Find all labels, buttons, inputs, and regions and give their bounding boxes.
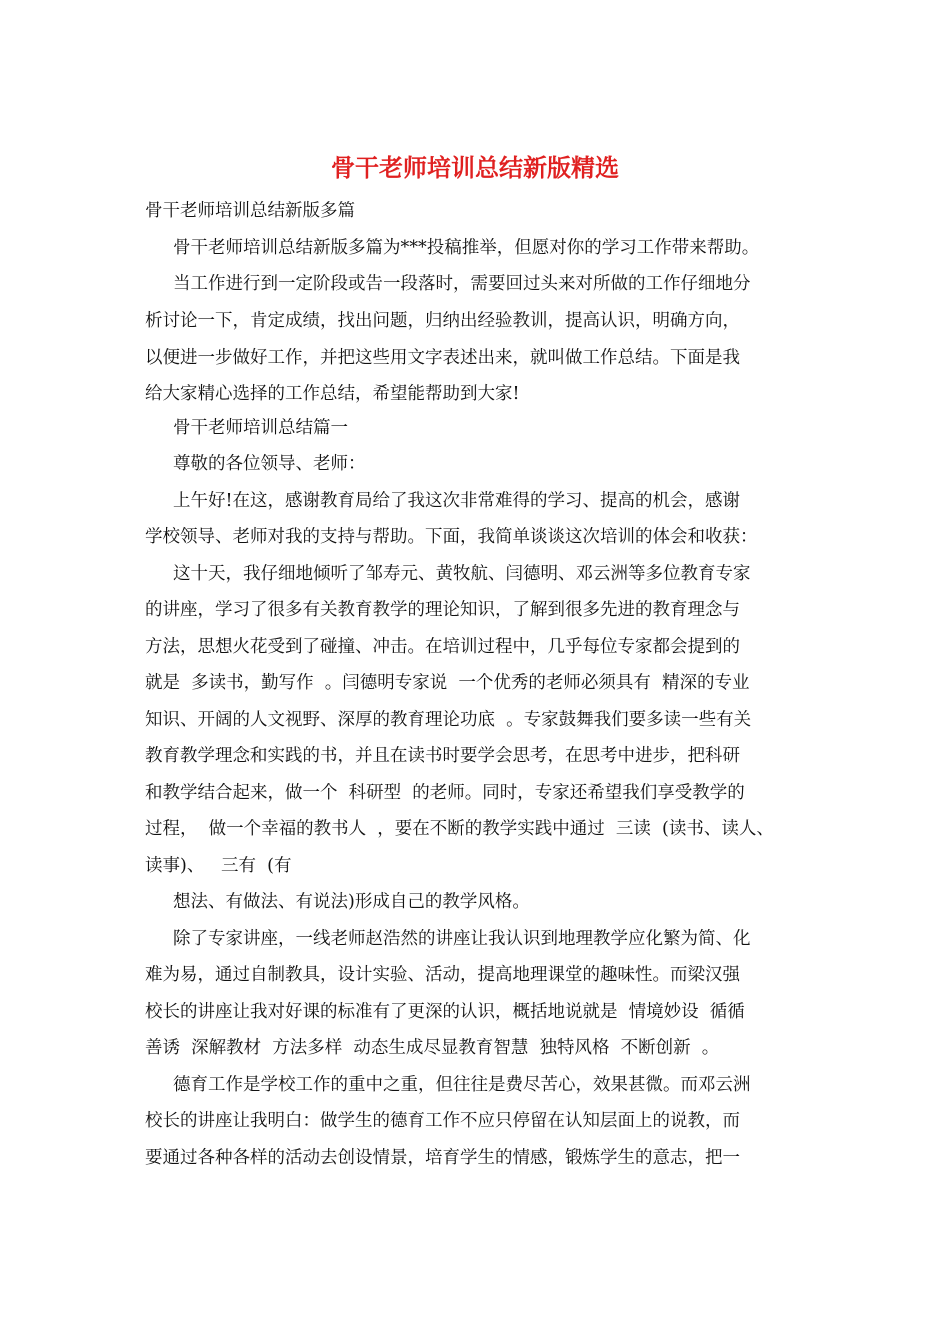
paragraph-line: 校长的讲座让我对好课的标准有了更深的认识，概括地说就是 情境妙设 循循 — [145, 1002, 745, 1022]
paragraph-line: 读事)、 三有 (有 — [145, 856, 292, 876]
paragraph-line: 尊敬的各位领导、老师： — [173, 454, 366, 474]
paragraph-line: 教育教学理念和实践的书，并且在读书时要学会思考，在思考中进步，把科研 — [145, 746, 740, 766]
paragraph-line: 的讲座，学习了很多有关教育教学的理论知识，了解到很多先进的教育理念与 — [145, 600, 740, 620]
document-title: 骨干老师培训总结新版精选 — [331, 153, 619, 182]
paragraph-line: 方法，思想火花受到了碰撞、冲击。在培训过程中，几乎每位专家都会提到的 — [145, 637, 740, 657]
paragraph-line: 校长的讲座让我明白：做学生的德育工作不应只停留在认知层面上的说教，而 — [145, 1111, 740, 1131]
paragraph-line: 善诱 深解教材 方法多样 动态生成尽显教育智慧 独特风格 不断创新 。 — [145, 1038, 720, 1058]
paragraph-line: 当工作进行到一定阶段或告一段落时，需要回过头来对所做的工作仔细地分 — [173, 274, 751, 294]
paragraph-line: 过程， 做一个幸福的教书人 ，要在不断的教学实践中通过 三读 (读书、读人、 — [145, 819, 774, 839]
paragraph-line: 学校领导、老师对我的支持与帮助。下面，我简单谈谈这次培训的体会和收获： — [145, 527, 758, 547]
paragraph-line: 这十天，我仔细地倾听了邹寿元、黄牧航、闫德明、邓云洲等多位教育专家 — [173, 564, 751, 584]
paragraph-line: 德育工作是学校工作的重中之重，但往往是费尽苦心，效果甚微。而邓云洲 — [173, 1075, 751, 1095]
paragraph-line: 和教学结合起来，做一个 科研型 的老师。同时，专家还希望我们享受教学的 — [145, 783, 745, 803]
paragraph-line: 要通过各种各样的活动去创设情景，培育学生的情感，锻炼学生的意志，把一 — [145, 1148, 740, 1168]
paragraph-line: 骨干老师培训总结新版多篇 — [145, 201, 355, 221]
paragraph-line: 骨干老师培训总结新版多篇为***投稿推举，但愿对你的学习工作带来帮助。 — [173, 238, 760, 258]
paragraph-line: 就是 多读书，勤写作 。闫德明专家说 一个优秀的老师必须具有 精深的专业 — [145, 673, 750, 693]
paragraph-line: 析讨论一下，肯定成绩，找出问题，归纳出经验教训，提高认识，明确方向， — [145, 311, 740, 331]
paragraph-line: 以便进一步做好工作，并把这些用文字表述出来，就叫做工作总结。下面是我 — [145, 348, 740, 368]
paragraph-line: 除了专家讲座，一线老师赵浩然的讲座让我认识到地理教学应化繁为简、化 — [173, 929, 751, 949]
paragraph-line: 想法、有做法、有说法)形成自己的教学风格。 — [173, 892, 530, 912]
paragraph-line: 知识、开阔的人文视野、深厚的教育理论功底 。专家鼓舞我们要多读一些有关 — [145, 710, 752, 730]
section-heading: 骨干老师培训总结篇一 — [173, 418, 348, 438]
paragraph-line: 难为易，通过自制教具，设计实验、活动，提高地理课堂的趣味性。而梁汉强 — [145, 965, 740, 985]
paragraph-line: 给大家精心选择的工作总结，希望能帮助到大家! — [145, 384, 520, 404]
paragraph-line: 上午好!在这，感谢教育局给了我这次非常难得的学习、提高的机会，感谢 — [173, 491, 741, 511]
